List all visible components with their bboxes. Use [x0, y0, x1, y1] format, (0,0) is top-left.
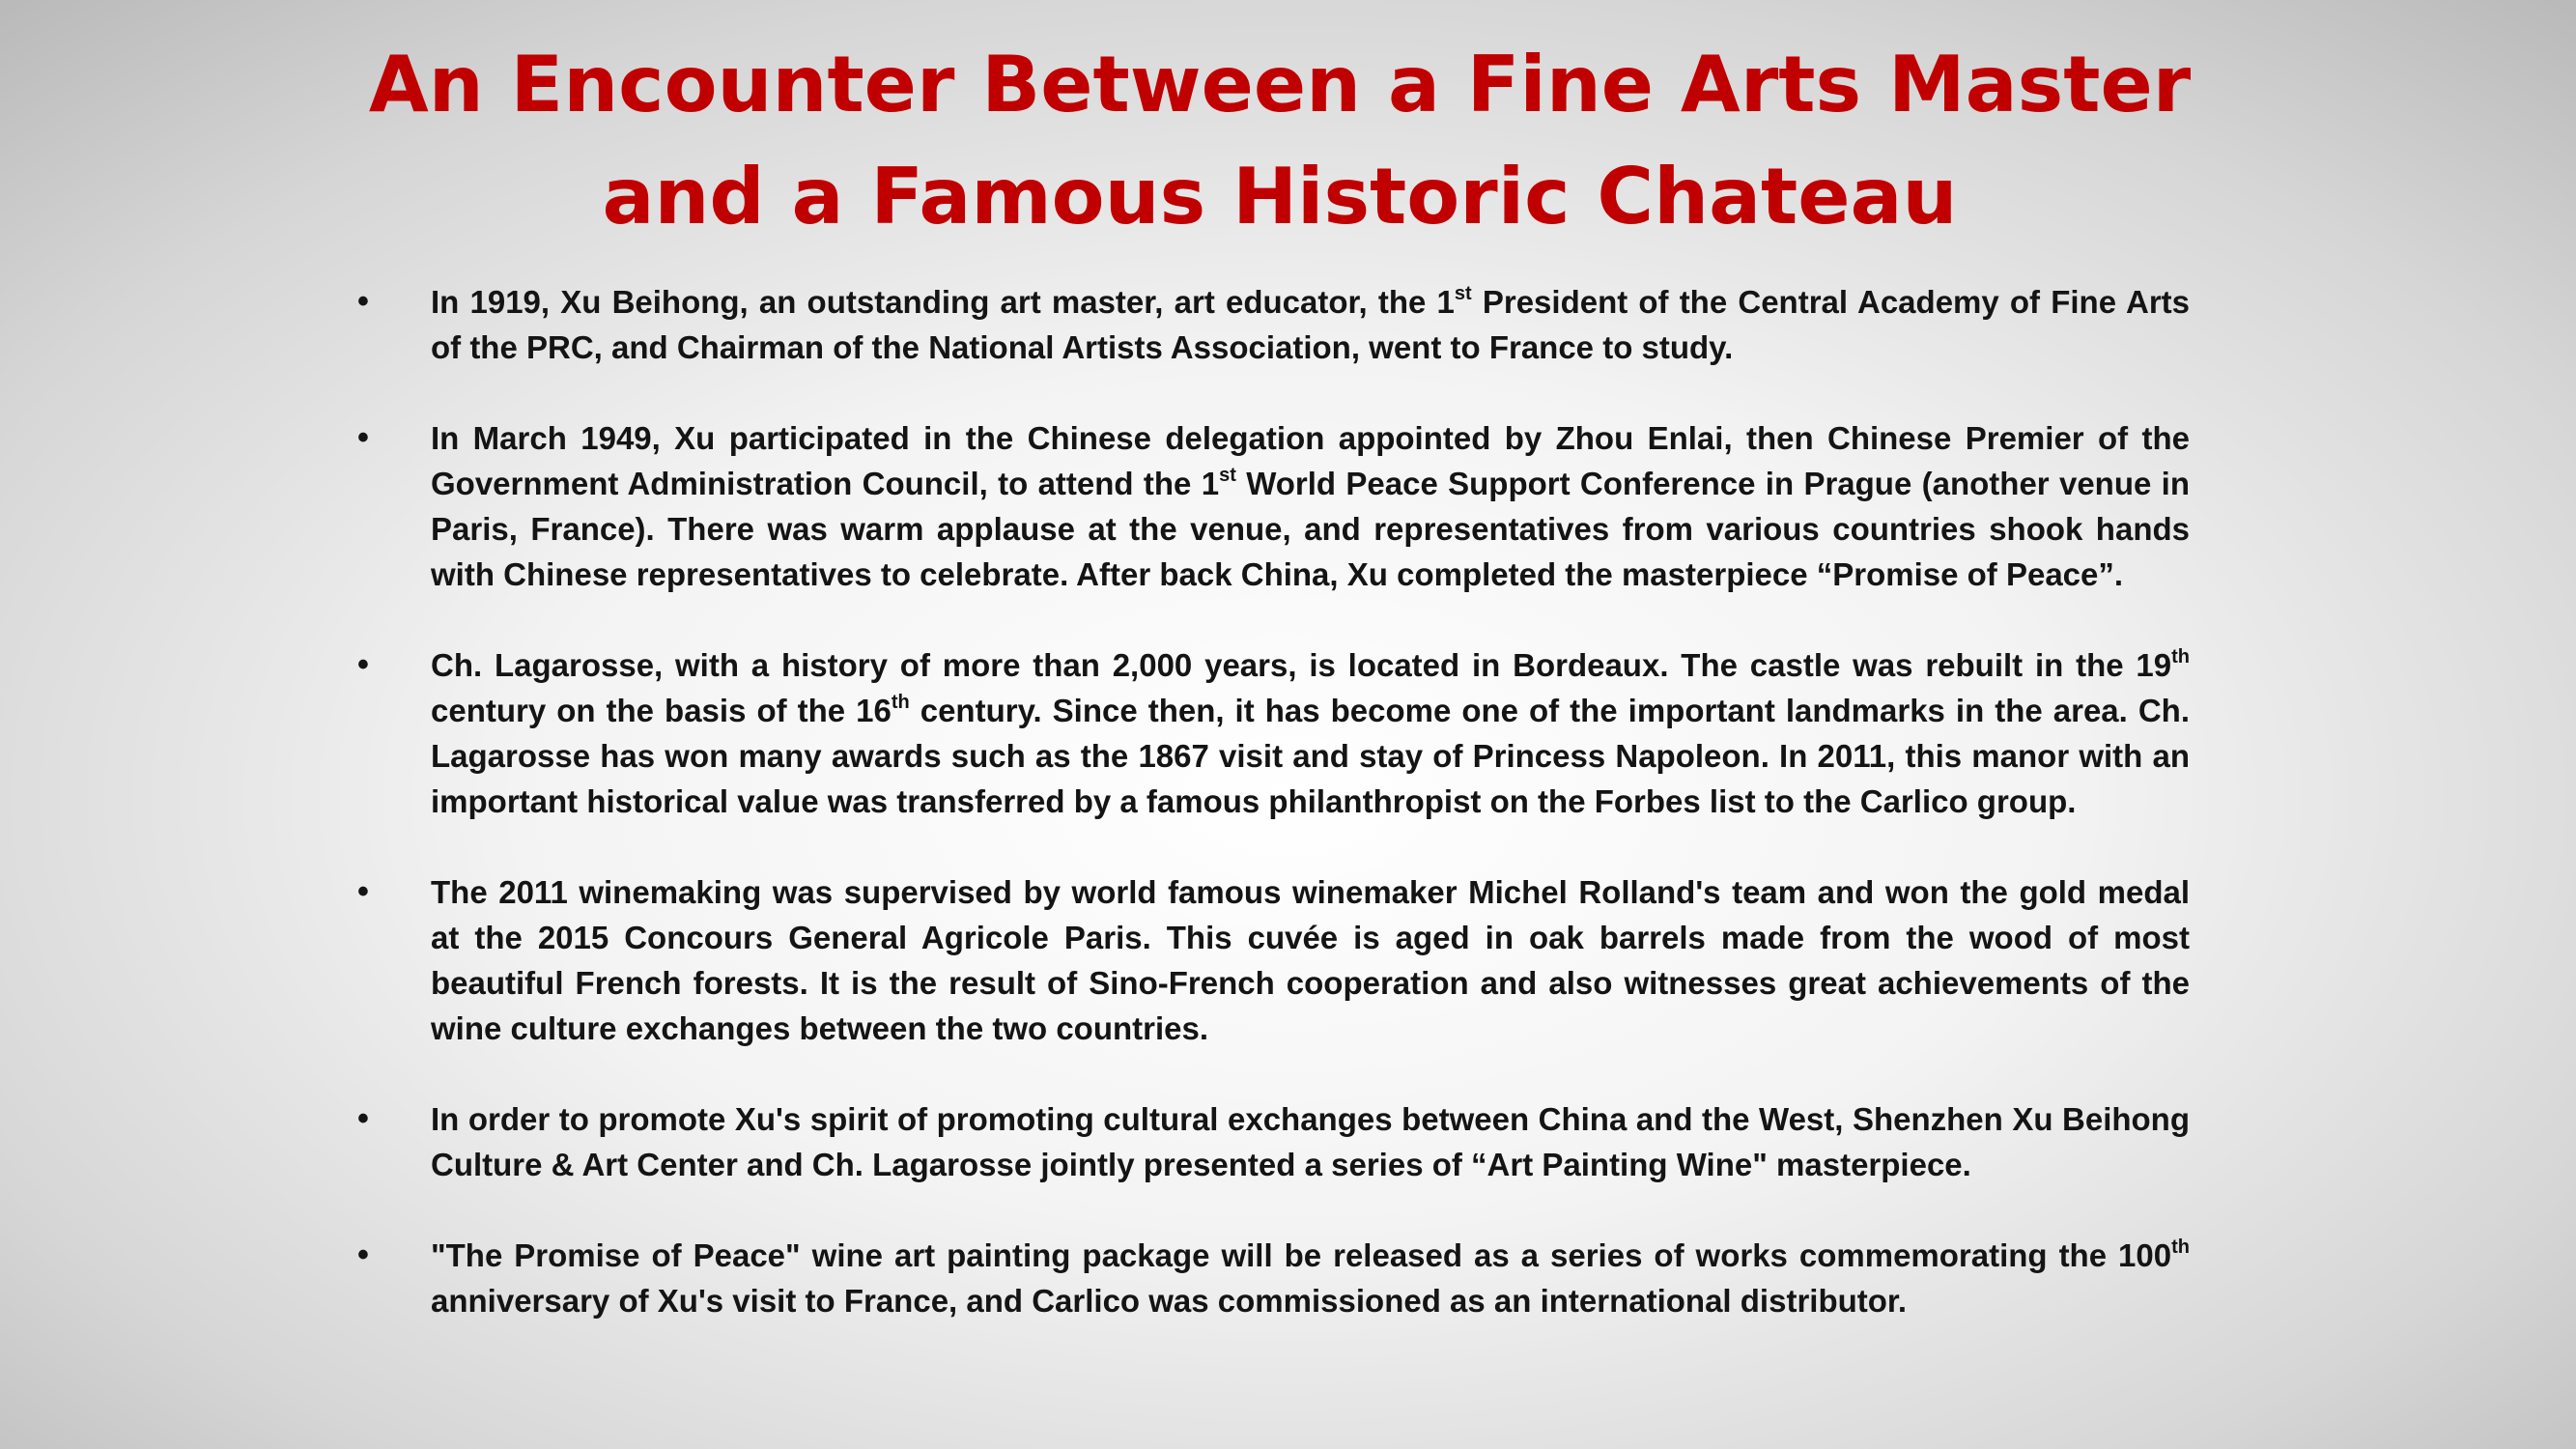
text-segment: In order to promote Xu's spirit of promoting cultural exchanges between China and the West, Shenzhen Xu Beihong Culture & Art Center and Ch. Lagarosse jointly presented a series of “Art Painting Wine" masterpiece. [431, 1101, 2190, 1182]
bullet-item [357, 279, 2190, 370]
superscript: th [2171, 646, 2190, 668]
text-segment: anniversary of Xu's visit to France, and Carlico was commissioned as an international distributor. [431, 1283, 1908, 1319]
bullet-dot-icon: • [357, 873, 369, 910]
text-segment: In 1919, Xu Beihong, an outstanding art master, art educator, the 1 [431, 284, 1455, 320]
text-segment: World Peace Support Conference in Prague (another venue in Paris, France). There was warm applause at the venue, and representatives from various countries shook hands with Chinese representatives to celebrate. After back China, Xu completed the masterpiece “Promise of Peace”. [431, 466, 2190, 592]
bullet-item [357, 869, 2190, 1051]
bullet-text [431, 284, 2190, 365]
superscript: st [1454, 283, 1472, 304]
bullet-item [357, 415, 2190, 597]
bullet-item [357, 1096, 2190, 1187]
bullet-dot-icon: • [357, 283, 369, 320]
bullet-list [357, 279, 2190, 1369]
bullet-dot-icon: • [357, 1100, 369, 1137]
text-segment: century on the basis of the 16 [431, 693, 892, 728]
bullet-dot-icon: • [357, 646, 369, 683]
text-segment: "The Promise of Peace" wine art painting package will be released as a series of works commemorating the 100 [431, 1237, 2172, 1273]
bullet-dot-icon: • [357, 419, 369, 456]
bullet-item [357, 642, 2190, 824]
text-segment: In March 1949, Xu participated in the Chinese delegation appointed by Zhou Enlai, then Chinese Premier of the Government Administration Council, to attend the 1 [431, 420, 2190, 501]
bullet-text [431, 1101, 2190, 1182]
slide-title-line-2: and a Famous Historic Chateau [602, 152, 1958, 242]
superscript: th [891, 692, 910, 713]
bullet-dot-icon: • [357, 1236, 369, 1273]
text-segment: century. Since then, it has become one of the important landmarks in the area. Ch. Lagarosse has won many awards such as the 1867 visit and stay of Princess Napoleon. In 2011, this manor with an important historical value was transferred by a famous philanthropist on the Forbes list to the Carlico group. [431, 693, 2190, 819]
bullet-text [431, 420, 2190, 592]
bullet-text [431, 1237, 2190, 1319]
superscript: th [2171, 1236, 2190, 1258]
bullet-text [431, 874, 2190, 1046]
bullet-text [431, 647, 2190, 819]
slide-title-line-1: An Encounter Between a Fine Arts Master [368, 40, 2192, 129]
slide-title [290, 29, 2270, 253]
text-segment: The 2011 winemaking was supervised by world famous winemaker Michel Rolland's team and won the gold medal at the 2015 Concours General Agricole Paris. This cuvée is aged in oak barrels made from the wood of most beautiful French forests. It is the result of Sino-French cooperation and also witnesses great achievements of the wine culture exchanges between the two countries. [431, 874, 2190, 1046]
text-segment: President of the Central Academy of Fine Arts of the PRC, and Chairman of the National Artists Association, went to France to study. [431, 284, 2191, 365]
text-segment: Ch. Lagarosse, with a history of more than 2,000 years, is located in Bordeaux. The castle was rebuilt in the 19 [431, 647, 2172, 683]
bullet-item [357, 1233, 2190, 1323]
superscript: st [1219, 465, 1236, 486]
